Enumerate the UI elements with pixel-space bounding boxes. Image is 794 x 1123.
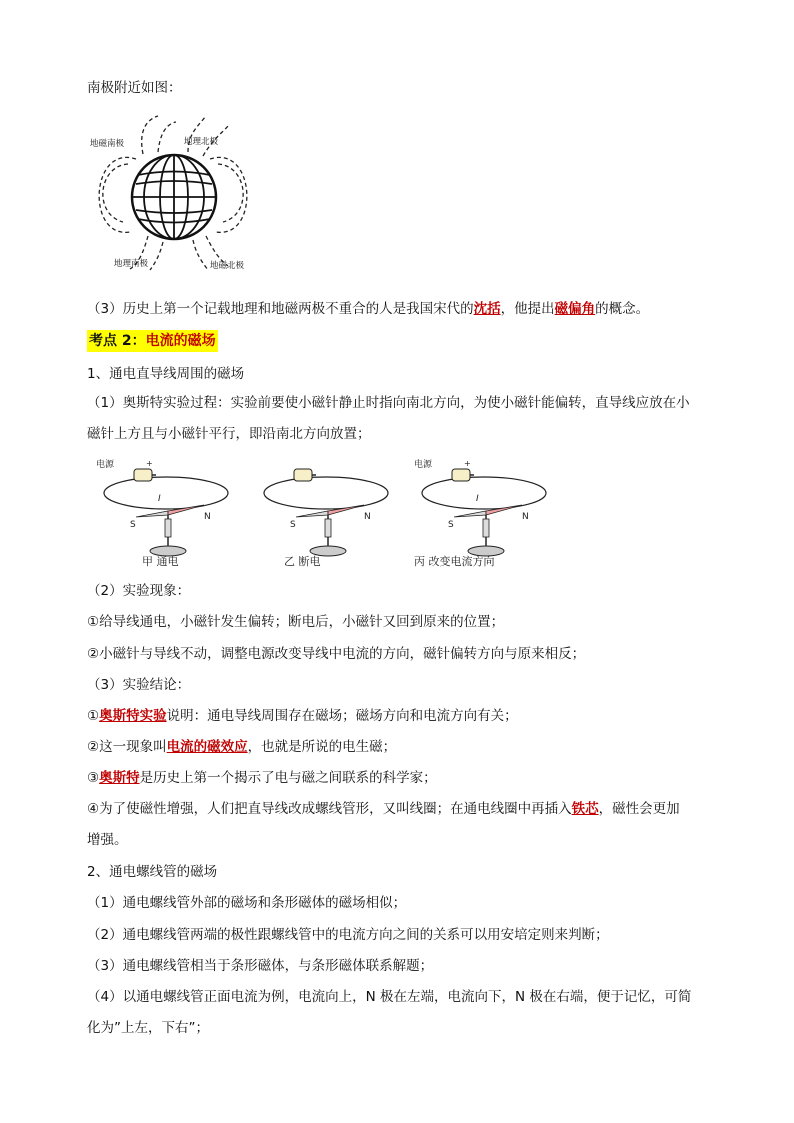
fig-jia-plus: + <box>146 459 153 468</box>
label-geomag-south: 地磁南极 <box>90 139 125 149</box>
section-number: 考点 2： <box>89 333 146 349</box>
c1-key: 奥斯特实验 <box>99 708 167 724</box>
fig-jia-battery-label: 电源 <box>96 460 115 470</box>
s2-line3: （3）通电螺线管相当于条形磁体，与条形磁体联系解题； <box>87 958 434 974</box>
s2-line4b: 化为”上左，下右”； <box>87 1020 209 1036</box>
earth-magnetic-field-figure <box>88 104 258 276</box>
figure-jia <box>96 458 228 568</box>
point3-post: 的概念。 <box>595 301 650 317</box>
fig-jia-current: I <box>158 494 161 504</box>
c2-pre: ②这一现象叫 <box>87 739 167 755</box>
fig-bing-plus: + <box>464 459 471 468</box>
fig-bing-n: N <box>522 512 529 522</box>
intro-text: 南极附近如图： <box>87 80 182 96</box>
phenomenon-1: ①给导线通电，小磁针发生偏转；断电后，小磁针又回到原来的位置； <box>87 614 505 630</box>
point3-pre: （3）历史上第一个记载地理和地磁两极不重合的人是我国宋代的 <box>87 301 474 317</box>
label-geo-north: 地理北极 <box>184 137 219 147</box>
s2-line2: （2）通电螺线管两端的极性跟螺线管中的电流方向之间的关系可以用安培定则来判断； <box>87 927 609 943</box>
label-geo-south: 地理南极 <box>114 259 149 269</box>
fig-bing-s: S <box>448 520 454 530</box>
c4-pre: ④为了使磁性增强，人们把直导线改成螺线管形，又叫线圈；在通电线圈中再插入 <box>87 801 572 817</box>
fig-jia-caption: 甲 通电 <box>142 555 179 568</box>
fig-bing-current: I <box>476 494 479 504</box>
point3-term: 磁偏角 <box>554 301 596 317</box>
oersted-figures <box>88 455 528 571</box>
c3-key: 奥斯特 <box>99 770 140 786</box>
s2-line1: （1）通电螺线管外部的磁场和条形磁体的磁场相似； <box>87 895 407 911</box>
c4-key: 铁芯 <box>571 801 599 817</box>
point3-mid: ，他提出 <box>500 301 555 317</box>
c3-marker: ③ <box>87 770 100 786</box>
phenomenon-2: ②小磁针与导线不动，调整电源改变导线中电流的方向，磁针偏转方向与原来相反； <box>87 646 586 662</box>
c4-post: ，磁性会更加 <box>598 801 680 817</box>
fig-bing-battery-label: 电源 <box>414 460 433 470</box>
conclusion-4-line2: 增强。 <box>87 832 128 848</box>
point3-name: 沈括 <box>473 301 501 317</box>
conclusion-title: （3）实验结论： <box>87 677 191 693</box>
section-heading <box>87 330 218 352</box>
figure-bing <box>414 458 546 568</box>
c2-post: ，也就是所说的电生磁； <box>247 739 397 755</box>
fig-yi-caption: 乙 断电 <box>284 555 321 568</box>
conclusion-1 <box>87 706 518 726</box>
fig-yi-s: S <box>290 520 296 530</box>
phenomena-title: （2）实验现象： <box>87 583 191 599</box>
s1-p1-line2: 磁针上方且与小磁针平行，即沿南北方向放置； <box>87 426 371 442</box>
fig-yi-n: N <box>364 512 371 522</box>
s2-line4a: （4）以通电螺线管正面电流为例，电流向上，N 极在左端，电流向下，N 极在右端，便于记忆，可简 <box>87 989 692 1005</box>
conclusion-2 <box>87 737 396 757</box>
c1-post: 说明：通电导线周围存在磁场；磁场方向和电流方向有关； <box>166 708 518 724</box>
point-3 <box>87 299 649 319</box>
s2-title: 2、通电螺线管的磁场 <box>87 864 218 880</box>
fig-bing-caption: 丙 改变电流方向 <box>414 555 495 568</box>
fig-jia-n: N <box>204 512 211 522</box>
c3-post: 是历史上第一个揭示了电与磁之间联系的科学家； <box>139 770 437 786</box>
label-geomag-north: 地磁北极 <box>210 261 245 271</box>
c1-marker: ① <box>87 708 100 724</box>
figure-yi <box>264 469 388 568</box>
s1-p1-line1: （1）奥斯特实验过程：实验前要使小磁针静止时指向南北方向，为使小磁针能偏转，直导线应放在小 <box>87 395 690 411</box>
conclusion-3 <box>87 768 437 788</box>
c2-key: 电流的磁效应 <box>166 739 248 755</box>
section-title: 电流的磁场 <box>145 333 216 349</box>
fig-jia-s: S <box>130 520 136 530</box>
globe <box>132 155 216 239</box>
conclusion-4-line1 <box>87 799 680 819</box>
s1-title: 1、通电直导线周围的磁场 <box>87 366 245 382</box>
